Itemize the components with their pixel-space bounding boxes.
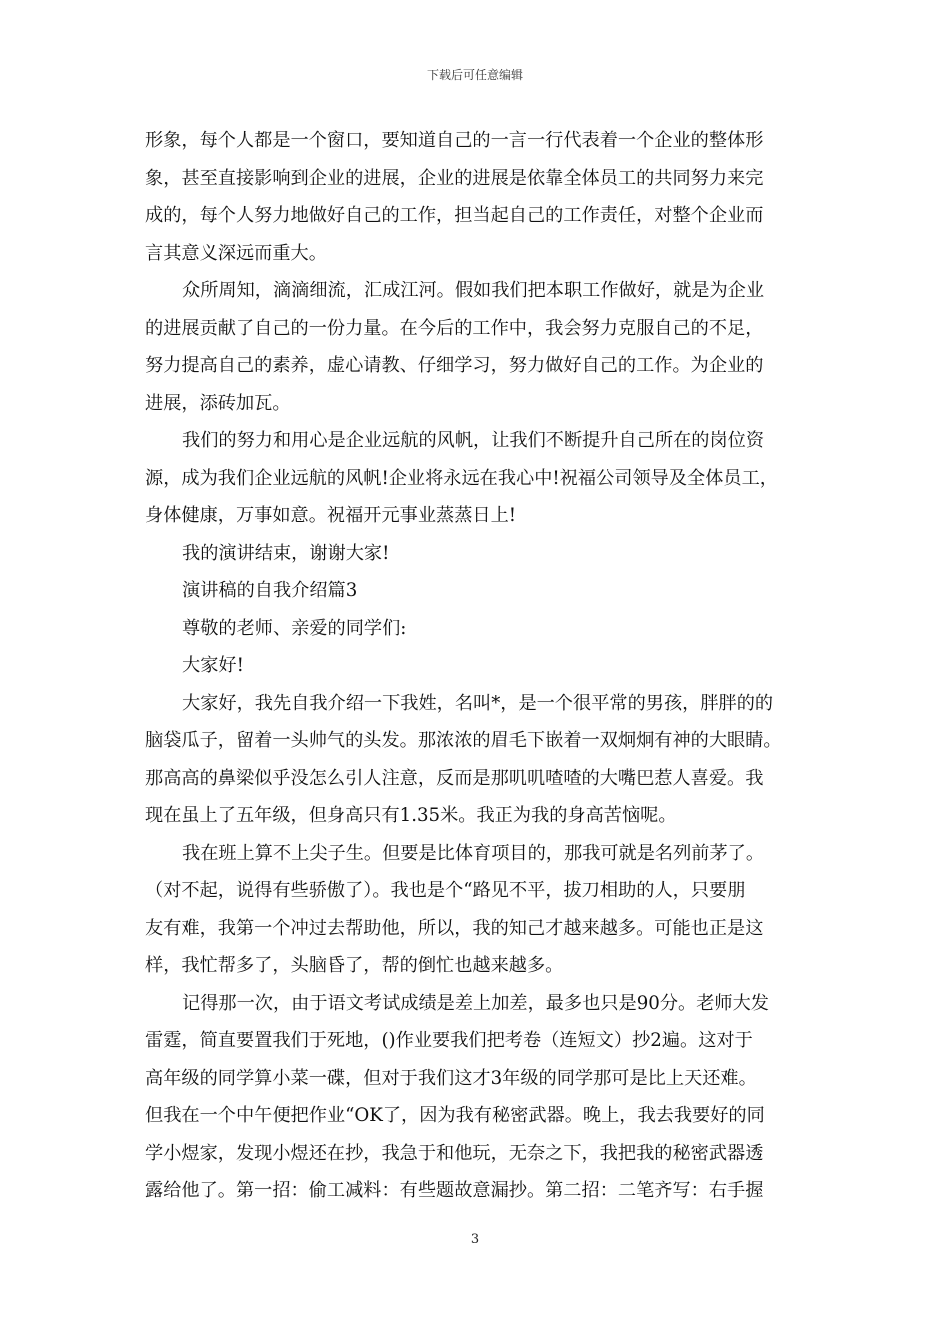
document-body (145, 122, 810, 1210)
page-header: 下载后可任意编辑 (426, 68, 523, 82)
text-line: 众所周知，滴滴细流，汇成江河。假如我们把本职工作做好，就是为企业 (182, 280, 765, 301)
text-line: 我们的努力和用心是企业远航的风帆，让我们不断提升自己所在的岗位资 (182, 430, 765, 451)
text-line: 高年级的同学算小菜一碟，但对于我们这才3年级的同学那可是比上天还难。 (145, 1067, 757, 1089)
text-line: 演讲稿的自我介绍篇3 (182, 580, 358, 601)
text-line: （对不起，说得有些骄傲了）。我也是个“路见不平，拔刀相助的人，只要朋 (145, 880, 746, 901)
text-line: 脑袋瓜子，留着一头帅气的头发。那浓浓的眉毛下嵌着一双炯炯有神的大眼睛。 (145, 730, 782, 751)
text-line: 尊敬的老师、亲爱的同学们: (182, 617, 407, 639)
text-line: 大家好，我先自我介绍一下我姓，名叫*，是一个很平常的男孩，胖胖的的 (182, 692, 774, 714)
text-line: 记得那一次，由于语文考试成绩是差上加差，最多也只是90分。老师大发 (182, 992, 769, 1014)
text-line: 学小煜家，发现小煜还在抄，我急于和他玩，无奈之下，我把我的秘密武器透 (145, 1142, 764, 1164)
text-line: 我的演讲结束，谢谢大家! (182, 542, 390, 564)
text-line: 身体健康，万事如意。祝福开元事业蒸蒸日上! (145, 505, 517, 526)
text-line: 源，成为我们企业远航的风帆!企业将永远在我心中!祝福公司领导及全体员工， (145, 467, 778, 489)
text-line: 成的，每个人努力地做好自己的工作，担当起自己的工作责任，对整个企业而 (145, 205, 764, 226)
text-line: 友有难，我第一个冲过去帮助他，所以，我的知己才越来越多。可能也正是这 (145, 917, 764, 939)
text-line: 的进展贡献了自己的一份力量。在今后的工作中，我会努力克服自己的不足， (145, 317, 764, 339)
text-line: 那高高的鼻梁似乎没怎么引人注意，反而是那叽叽喳喳的大嘴巴惹人喜爱。我 (145, 767, 764, 789)
text-line: 但我在一个中午便把作业“OK了，因为我有秘密武器。晚上，我去我要好的同 (145, 1105, 765, 1126)
text-line: 象，甚至直接影响到企业的进展，企业的进展是依靠全体员工的共同努力来完 (145, 167, 764, 189)
text-line: 雷霆，简直要置我们于死地，()作业要我们把考卷（连短文）抄2遍。这对于 (145, 1030, 753, 1051)
text-line: 言其意义深远而重大。 (145, 242, 327, 264)
text-line: 形象，每个人都是一个窗口，要知道自己的一言一行代表着一个企业的整体形 (145, 130, 764, 151)
text-line: 努力提高自己的素养，虚心请教、仔细学习，努力做好自己的工作。为企业的 (145, 355, 764, 376)
page-number: 3 (470, 1232, 480, 1247)
text-line: 进展，添砖加瓦。 (145, 392, 291, 414)
text-line: 样，我忙帮多了，头脑昏了，帮的倒忙也越来越多。 (145, 955, 564, 976)
text-line: 现在虽上了五年级，但身高只有1.35米。我正为我的身高苦恼呢。 (145, 805, 677, 826)
text-line: 大家好! (182, 655, 244, 676)
text-line: 露给他了。第一招：偷工减料：有些题故意漏抄。第二招：二笔齐写：右手握 (145, 1180, 764, 1201)
text-line: 我在班上算不上尖子生。但要是比体育项目的，那我可就是名列前茅了。 (182, 842, 765, 864)
